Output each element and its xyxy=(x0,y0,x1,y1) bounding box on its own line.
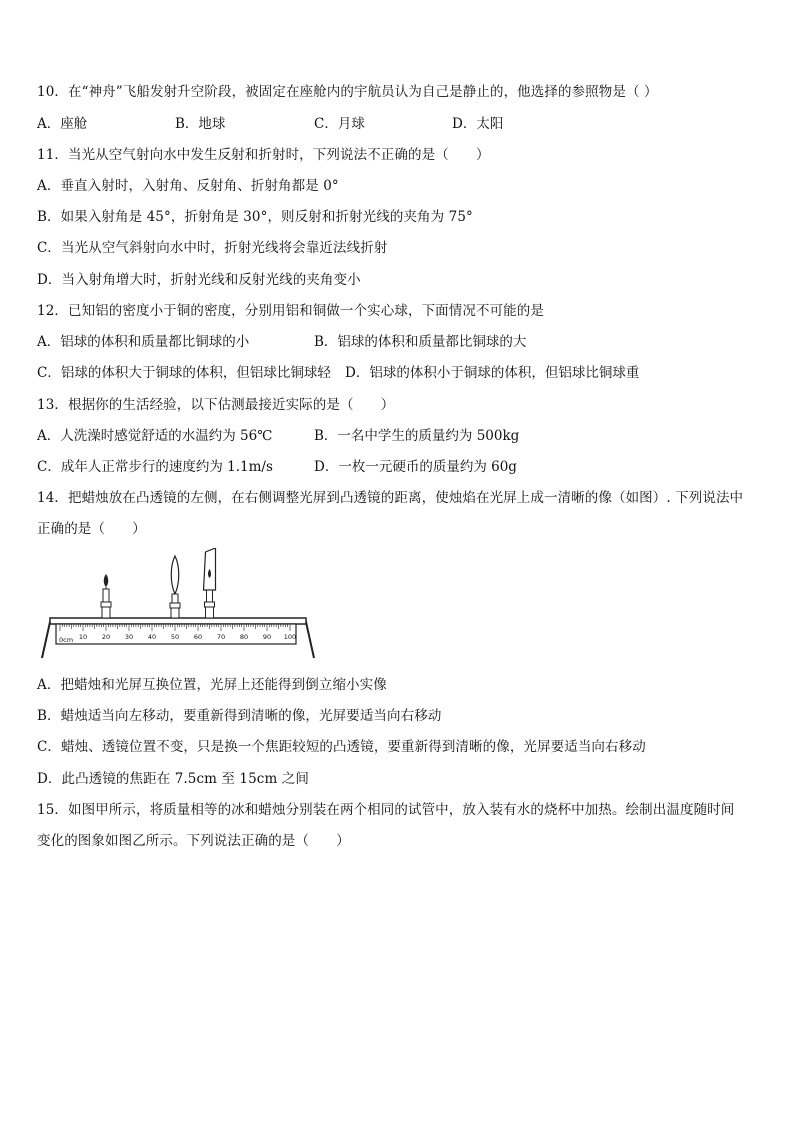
candle xyxy=(101,574,111,618)
lens-shape xyxy=(171,556,179,594)
q11-stem: 11．当光从空气射向水中发生反射和折射时，下列说法不正确的是（ ） xyxy=(37,147,490,163)
q12-option-d: D．铝球的体积小于铜球的体积，但铝球比铜球重 xyxy=(345,365,640,381)
light-screen xyxy=(204,548,216,618)
q10-option-d: D．太阳 xyxy=(452,116,504,132)
q11-option-d: D．当入射角增大时，折射光线和反射光线的夹角变小 xyxy=(37,272,361,288)
q14-stem-line1: 14．把蜡烛放在凸透镜的左侧，在右侧调整光屏到凸透镜的距离，使烛焰在光屏上成一清晰的像（如图）. 下列说法中 xyxy=(37,490,744,506)
q12-option-b: B．铝球的体积和质量都比铜球的大 xyxy=(314,334,527,350)
ruler-tick-label: 30 xyxy=(124,633,134,641)
q14-option-a: A．把蜡烛和光屏互换位置，光屏上还能得到倒立缩小实像 xyxy=(37,677,387,693)
q12-option-c: C．铝球的体积大于铜球的体积，但铝球比铜球轻 xyxy=(37,365,331,381)
q13-option-c: C．成年人正常步行的速度约为 1.1m/s xyxy=(37,459,273,475)
q13-option-d: D．一枚一元硬币的质量约为 60g xyxy=(314,459,517,475)
q14-stem-line2: 正确的是（ ） xyxy=(37,521,146,537)
ruler-tick-label: 80 xyxy=(239,633,249,641)
optical-bench-figure xyxy=(40,548,316,660)
ruler-tick-label: 10 xyxy=(78,633,88,641)
q13-option-b: B．一名中学生的质量约为 500kg xyxy=(314,428,520,444)
q10-stem: 10．在“神舟”飞船发射升空阶段，被固定在座舱内的宇航员认为自己是静止的，他选择的参照物是（ ） xyxy=(37,84,658,100)
q13-option-a: A．人洗澡时感觉舒适的水温约为 56℃ xyxy=(37,428,273,444)
candle-body xyxy=(103,589,109,602)
ruler-tick-label: 100 xyxy=(283,633,297,641)
ruler-unit-label: 0cm xyxy=(59,636,74,644)
q13-stem: 13．根据你的生活经验，以下估测最接近实际的是（ ） xyxy=(37,397,395,413)
q14-option-d: D．此凸透镜的焦距在 7.5cm 至 15cm 之间 xyxy=(37,771,309,787)
q11-option-b: B．如果入射角是 45°，折射角是 30°，则反射和折射光线的夹角为 75° xyxy=(37,209,473,225)
q15-stem-line1: 15．如图甲所示，将质量相等的冰和蜡烛分别装在两个相同的试管中，放入装有水的烧杯中加热。绘制出温度随时间 xyxy=(37,802,735,818)
q10-option-a: A．座舱 xyxy=(37,116,88,132)
ruler-tick-label: 90 xyxy=(262,633,272,641)
q11-option-c: C．当光从空气斜射向水中时，折射光线将会靠近法线折射 xyxy=(37,240,388,256)
candle-flame xyxy=(104,574,109,587)
ruler-tick-label: 20 xyxy=(101,633,111,641)
q15-stem-line2: 变化的图象如图乙所示。下列说法正确的是（ ） xyxy=(37,833,350,849)
q11-option-a: A．垂直入射时，入射角、反射角、折射角都是 0° xyxy=(37,178,339,194)
q10-option-c: C．月球 xyxy=(314,116,365,132)
ruler-tick-label: 40 xyxy=(147,633,157,641)
q10-option-b: B．地球 xyxy=(175,116,226,132)
q14-option-c: C．蜡烛、透镜位置不变，只是换一个焦距较短的凸透镜，要重新得到清晰的像，光屏要适当向右移动 xyxy=(37,739,646,755)
ruler-tick-label: 50 xyxy=(170,633,180,641)
ruler-tick-label: 60 xyxy=(193,633,203,641)
q12-option-a: A．铝球的体积和质量都比铜球的小 xyxy=(37,334,250,350)
q14-option-b: B．蜡烛适当向左移动，要重新得到清晰的像，光屏要适当向右移动 xyxy=(37,708,442,724)
q12-stem: 12．已知铝的密度小于铜的密度，分别用铝和铜做一个实心球，下面情况不可能的是 xyxy=(37,303,544,319)
convex-lens xyxy=(170,556,180,618)
ruler-tick-label: 70 xyxy=(216,633,226,641)
